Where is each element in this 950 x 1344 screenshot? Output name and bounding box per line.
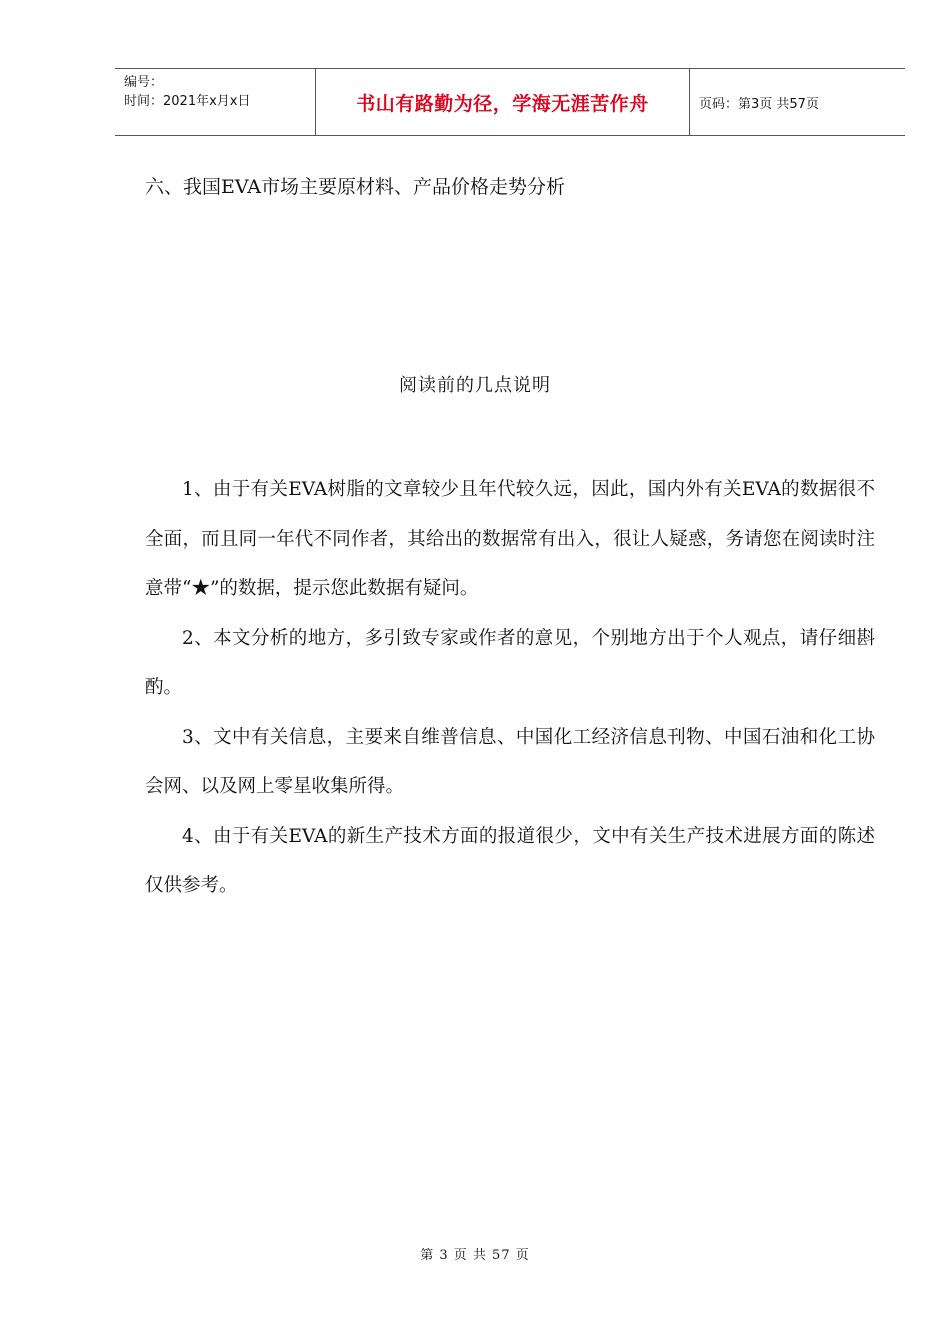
- paragraph: 3、文中有关信息，主要来自维普信息、中国化工经济信息刊物、中国石油和化工协会网、以及网上零星收集所得。: [145, 726, 875, 797]
- page-footer: 第 3 页 共 57 页: [420, 1248, 530, 1263]
- page-info: 页码：第3页 共57页: [699, 96, 819, 112]
- body-text: [145, 465, 875, 911]
- paragraph: 4、由于有关EVA的新生产技术方面的报道很少，文中有关生产技术进展方面的陈述仅供参考。: [145, 825, 875, 896]
- page-title: 阅读前的几点说明: [399, 375, 551, 396]
- serial-label: 编号：: [124, 75, 164, 90]
- time-label: 时间：2021年x月x日: [124, 94, 251, 109]
- motto-text: 书山有路勤为径，学海无涯苦作舟: [356, 92, 649, 115]
- paragraph: 2、本文分析的地方，多引致专家或作者的意见，个别地方出于个人观点，请仔细斟酌。: [145, 627, 875, 698]
- header-motto-cell: [316, 69, 690, 135]
- header-page-cell: [690, 69, 905, 135]
- document-header: [115, 68, 905, 136]
- header-meta-cell: [115, 69, 316, 135]
- paragraph: 1、由于有关EVA树脂的文章较少且年代较久远，因此，国内外有关EVA的数据很不全面，而且同一年代不同作者，其给出的数据常有出入，很让人疑惑，务请您在阅读时注意带“★”的数据，提示您此数据有疑问。: [145, 479, 875, 599]
- section-heading: 六、我国EVA市场主要原材料、产品价格走势分析: [145, 176, 566, 198]
